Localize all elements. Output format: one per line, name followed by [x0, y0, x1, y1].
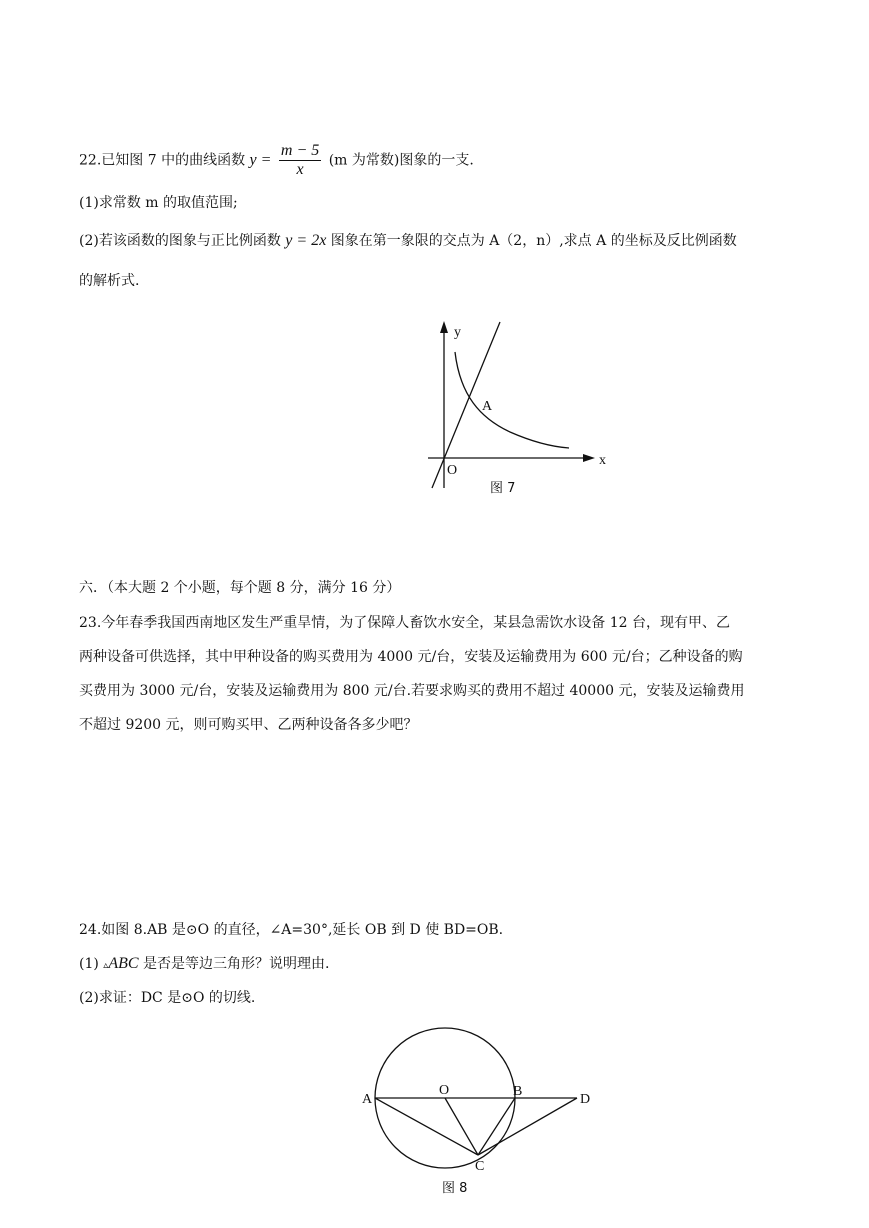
q22-part2-a: (2)若该函数的图象与正比例函数 — [79, 233, 281, 249]
q22-prefix: 22.已知图 7 中的曲线函数 — [79, 152, 246, 169]
segment-ac — [375, 1098, 478, 1155]
q23-line1: 23.今年春季我国西南地区发生严重旱情，为了保障人畜饮水安全，某县急需饮水设备 12 台，现有甲、乙 — [79, 615, 730, 631]
q22-denominator: x — [296, 161, 304, 178]
point-d-label: D — [580, 1092, 591, 1107]
point-a-label: A — [362, 1092, 373, 1107]
q22-part1: (1)求常数 m 的取值范围; — [79, 195, 238, 211]
q22-suffix: (m 为常数)图象的一支. — [328, 152, 474, 169]
q24-part1-b: 是否是等边三角形？说明理由. — [143, 956, 330, 972]
x-axis-label: x — [599, 453, 606, 468]
q24-part2: (2)求证：DC 是⊙O 的切线. — [79, 990, 256, 1006]
point-c-label: C — [475, 1159, 485, 1174]
y-axis-label: y — [454, 325, 461, 340]
section-6-heading: 六．（本大题 2 个小题，每个题 8 分，满分 16 分） — [79, 580, 401, 596]
point-b-label: B — [513, 1084, 523, 1099]
triangle-symbol: ▵ — [103, 960, 109, 971]
point-a-label: A — [482, 399, 493, 414]
q22-part2-cont: 的解析式. — [79, 273, 140, 289]
q22-part2-eq: y = 2x — [285, 232, 327, 249]
q23-line4: 不超过 9200 元，则可购买甲、乙两种设备各多少吧？ — [79, 717, 418, 733]
q22-eq-lhs: y = — [249, 151, 272, 169]
q23-line3: 买费用为 3000 元/台，安装及运输费用为 800 元/台.若要求购买的费用不超过 40000 元，安装及运输费用 — [79, 683, 745, 699]
figure-7-caption: 图 7 — [490, 481, 516, 496]
origin-label: O — [447, 463, 458, 478]
q22-numerator: m − 5 — [280, 142, 320, 159]
q24-triangle-abc: ABC — [108, 955, 139, 972]
q22-part2-b: 图象在第一象限的交点为 A（2，n）,求点 A 的坐标及反比例函数 — [330, 233, 737, 249]
point-o-label: O — [439, 1083, 450, 1098]
q23-line2: 两种设备可供选择，其中甲种设备的购买费用为 4000 元/台，安装及运输费用为 600 元/台；乙种设备的购 — [79, 649, 743, 665]
segment-dc — [478, 1098, 577, 1155]
q24-line1: 24.如图 8.AB 是⊙O 的直径，∠A=30°,延长 OB 到 D 使 BD=OB. — [79, 922, 504, 938]
q24-part1-a: (1) — [79, 956, 99, 972]
figure-8-caption: 图 8 — [442, 1181, 468, 1196]
